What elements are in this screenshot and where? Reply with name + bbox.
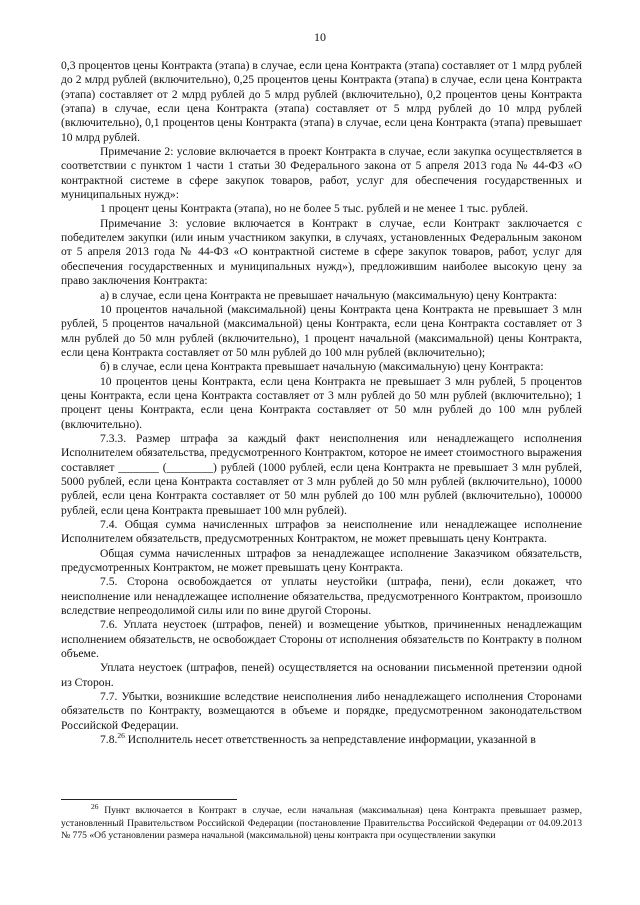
paragraph-one-percent: 1 процент цены Контракта (этапа), но не более 5 тыс. рублей и не менее 1 тыс. рублей. <box>100 202 529 216</box>
paragraph-7-6: 7.6. Уплата неустоек (штрафов, пеней) и возмещение убытков, причиненных ненадлежащим исполнением обязательств, не освобождает Стороны от исполнения обязательств по Контракту в полном объеме. <box>61 618 582 661</box>
footnote-mark: 26 <box>91 801 99 811</box>
paragraph-case-b-rates: 10 процентов цены Контракта, если цена Контракта не превышает 3 млн рублей, 5 процентов цены Контракта, если цена Контракта составляет от 3 млн рублей до 50 млн рублей (включительно); 1 процент цены Контракта, если цена Контракта составляет от 50 млн рублей до 100 млн рублей (включительно). <box>61 374 582 431</box>
document-body <box>61 59 582 748</box>
paragraph-percent-scale: 0,3 процентов цены Контракта (этапа) в случае, если цена Контракта (этапа) составляет от 1 млрд рублей до 2 млрд рублей (включительно), 0,25 процентов цены Контракта (этапа) в случае, если цена Контракта (этапа) составляет от 2 млрд рублей до 5 млрд рублей (включительно), 0,2 процентов цены Контракта (этапа) в случае, если цена Контракта (этапа) составляет от 5 млрд рублей до 10 млрд рублей (включительно), 0,1 процентов цены Контракта (этапа) в случае, если цена Контракта (этапа) превышает 10 млрд рублей. <box>61 59 582 144</box>
paragraph-case-b: б) в случае, если цена Контракта превышает начальную (максимальную) цену Контракта: <box>100 360 544 374</box>
paragraph-7-8 <box>61 733 582 747</box>
paragraph-note-2: Примечание 2: условие включается в проект Контракта в случае, если закупка осуществляется в соответствии с пунктом 1 части 1 статьи 30 Федерального закона от 5 апреля 2013 года № 44-ФЗ «О контрактной системе в сфере закупок товаров, работ, услуг для обеспечения государственных и муниципальных нужд»: <box>61 145 582 202</box>
clause-number: 7.8. <box>100 733 118 747</box>
paragraph-7-3-3: 7.3.3. Размер штрафа за каждый факт неисполнения или ненадлежащего исполнения Исполнителем обязательства, предусмотренного Контрактом, которое не имеет стоимостного выражения составляет _______ (________) рублей (1000 рублей, если цена Контракта не превышает 3 млн рублей, 5000 рублей, если цена Контракта составляет от 3 млн рублей до 50 млн рублей (включительно), 10000 рублей, если цена Контракта составляет от 50 млн рублей до 100 млн рублей (включительно), 100000 рублей, если цена Контракта превышает 100 млн рублей). <box>61 431 582 517</box>
footnote <box>61 801 582 843</box>
paragraph-7-6-claim: Уплата неустоек (штрафов, пеней) осуществляется на основании письменной претензии одной из Сторон. <box>61 661 582 689</box>
footnote-text: Пункт включается в Контракт в случае, если начальная (максимальная) цена Контракта превышает размер, установленный Правительством Российской Федерации (постановление Правительства Российской Федерации от 04.09.2013 № 775 «Об установлении размера начальной (максимальной) цены контракта при осуществлении закупки <box>61 805 582 841</box>
footnote-separator <box>61 799 237 800</box>
footnote-reference[interactable]: 26 <box>117 731 125 741</box>
paragraph-7-4-customer: Общая сумма начисленных штрафов за ненадлежащее исполнение Заказчиком обязательств, предусмотренных Контрактом, не может превышать цену Контракта. <box>61 546 582 575</box>
paragraph-7-5: 7.5. Сторона освобождается от уплаты неустойки (штрафа, пени), если докажет, что неисполнение или ненадлежащее исполнение обязательства, предусмотренного Контрактом, произошло вследствие непреодолимой силы или по вине другой Стороны. <box>61 575 582 618</box>
paragraph-7-7: 7.7. Убытки, возникшие вследствие неисполнения либо ненадлежащего исполнения Сторонами обязательств по Контракту, возмещаются в объеме и порядке, предусмотренном законодательством Российской Федерации. <box>61 690 582 732</box>
clause-text: Исполнитель несет ответственность за непредставление информации, указанной в <box>124 733 536 747</box>
paragraph-note-3: Примечание 3: условие включается в Контракт в случае, если Контракт заключается с победителем закупки (или иным участником закупки, в случаях, установленных Федеральным законом от 5 апреля 2013 года № 44-ФЗ «О контрактной системе в сфере закупок товаров, работ, услуг для обеспечения государственных и муниципальных нужд»), предложившим наиболее высокую цену за право заключения Контракта: <box>61 216 582 288</box>
paragraph-7-4: 7.4. Общая сумма начисленных штрафов за неисполнение или ненадлежащее исполнение Исполнителем обязательств, предусмотренных Контрактом, не может превышать цену Контракта. <box>61 518 582 546</box>
page-number: 10 <box>314 30 326 44</box>
paragraph-case-a: а) в случае, если цена Контракта не превышает начальную (максимальную) цену Контракта: <box>100 288 558 302</box>
paragraph-case-a-rates: 10 процентов начальной (максимальной) цены Контракта цена Контракта не превышает 3 млн рублей, 5 процентов начальной (максимальной) цены Контракта, если цена Контракта составляет от 3 млн рублей до 50 млн рублей (включительно), 1 процент начальной (максимальной) цены Контракта, если цена Контракта составляет от 50 млн рублей до 100 млн рублей (включительно); <box>61 302 582 359</box>
